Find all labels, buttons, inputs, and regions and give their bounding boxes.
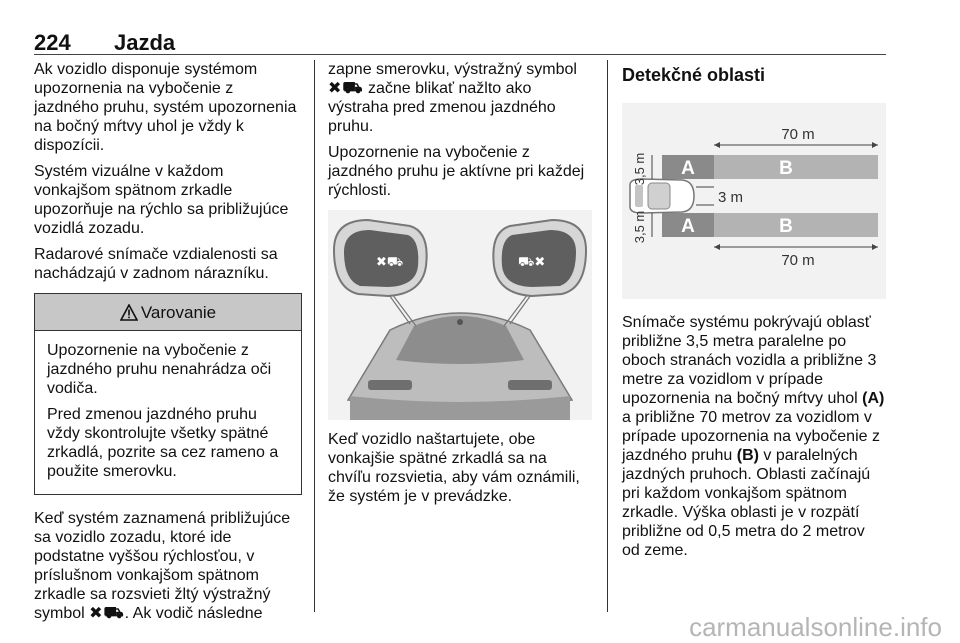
paragraph: Upozornenie na vybočenie z jazdného pruhu je aktívne pri každej rýchlosti.: [328, 144, 585, 199]
length-label: 70 m: [781, 252, 815, 269]
warning-header: [35, 294, 301, 331]
watermark: carmanualsonline.info: [689, 612, 942, 642]
header-divider: [34, 54, 886, 55]
zone-a-label: A: [681, 158, 695, 179]
left-mirror: [334, 220, 427, 296]
zone-a-reference: (A): [862, 390, 885, 407]
paragraph-text: Keď systém zaznamená približujúce sa vozidlo zozadu, ktoré ide podstatne vyššou rýchlosťou, v príslušnom vonkajšom spätnom zrkadle sa rozsvieti žltý výstražný symbol: [34, 510, 291, 622]
zone-a-label: A: [681, 216, 695, 237]
warning-body: [35, 331, 301, 494]
paragraph-text: . Ak vodič následne: [124, 605, 263, 622]
zone-b-label: B: [779, 216, 793, 237]
paragraph: [34, 509, 302, 623]
blind-spot-warning-icon: ✖⛟: [328, 80, 364, 97]
paragraph: [622, 313, 886, 560]
paragraph-text: začne blikať nažlto ako výstraha pred zmenou jazdného pruhu.: [328, 80, 556, 135]
mirror-illustration: [328, 210, 592, 420]
column-2: [328, 60, 592, 513]
width-label: 3,5 m: [632, 210, 647, 244]
zone-b-label: B: [779, 158, 793, 179]
zone-b-reference: (B): [736, 447, 759, 464]
width-label: 3,5 m: [632, 152, 647, 186]
paragraph: Systém vizuálne v každom vonkajšom spätnom zrkadle upozorňuje na rýchlo sa približujúce vozidlá zozadu.: [34, 163, 289, 237]
rear-distance-label: 3 m: [718, 189, 744, 206]
column-divider-2: [607, 60, 608, 612]
page-number: 224: [34, 30, 71, 55]
paragraph: [328, 60, 592, 136]
detection-zone-diagram: [622, 103, 886, 299]
zone-b-top: [714, 155, 878, 179]
right-mirror: [493, 220, 586, 296]
paragraph-text: zapne smerovku, výstražný symbol: [328, 61, 577, 78]
mirror-warning-symbol: ⛟✖: [518, 255, 546, 270]
paragraph: Ak vozidlo disponuje systémom upozornenia na vybočenie z jazdného pruhu, systém upozornenia na bočný mŕtvy uhol je vždy k dispozícii.: [34, 61, 297, 154]
paragraph: Keď vozidlo naštartujete, obe vonkajšie spätné zrkadlá sa na chvíľu rozsvietia, aby vám oznámili, že systém je v prevádzke.: [328, 431, 580, 505]
paragraph-text: Snímače systému pokrývajú oblasť približne 3,5 metra paralelne po oboch stranách vozidla a približne 3 metre za vozidlom v prípade upozornenia na bočný mŕtvy uhol: [622, 314, 877, 407]
warning-heading: Varovanie: [140, 302, 217, 322]
paragraph: Radarové snímače vzdialenosti sa nachádzajú v zadnom nárazníku.: [34, 246, 278, 282]
subsection-title: Detekčné oblasti: [622, 65, 766, 85]
zone-b-bottom: [714, 213, 878, 237]
warning-box: [34, 293, 302, 495]
section-title: Jazda: [114, 30, 176, 55]
paragraph-text: a približne 70 metrov za vozidlom v prípade upozornenia na vybočenie z jazdného pruhu: [622, 409, 880, 464]
paragraph-text: v paralelných jazdných pruhoch. Oblasti začínajú pri každom vonkajšom spätnom zrkadle. Výška oblasti je v rozpätí približne od 0,5 metra do 2 metrov od zeme.: [622, 447, 871, 559]
column-1: [34, 60, 302, 630]
column-3: [622, 60, 886, 567]
warning-triangle-icon: [120, 304, 138, 321]
blind-spot-warning-icon: ✖⛟: [89, 605, 125, 622]
warning-paragraph: Pred zmenou jazdného pruhu vždy skontrolujte všetky spätné zrkadlá, pozrite sa cez rameno a použite smerovku.: [47, 406, 279, 480]
column-divider-1: [314, 60, 315, 612]
length-label: 70 m: [781, 126, 815, 143]
mirror-warning-symbol: ✖⛟: [376, 255, 404, 270]
warning-paragraph: Upozornenie na vybočenie z jazdného pruhu nenahrádza oči vodiča.: [47, 342, 272, 397]
